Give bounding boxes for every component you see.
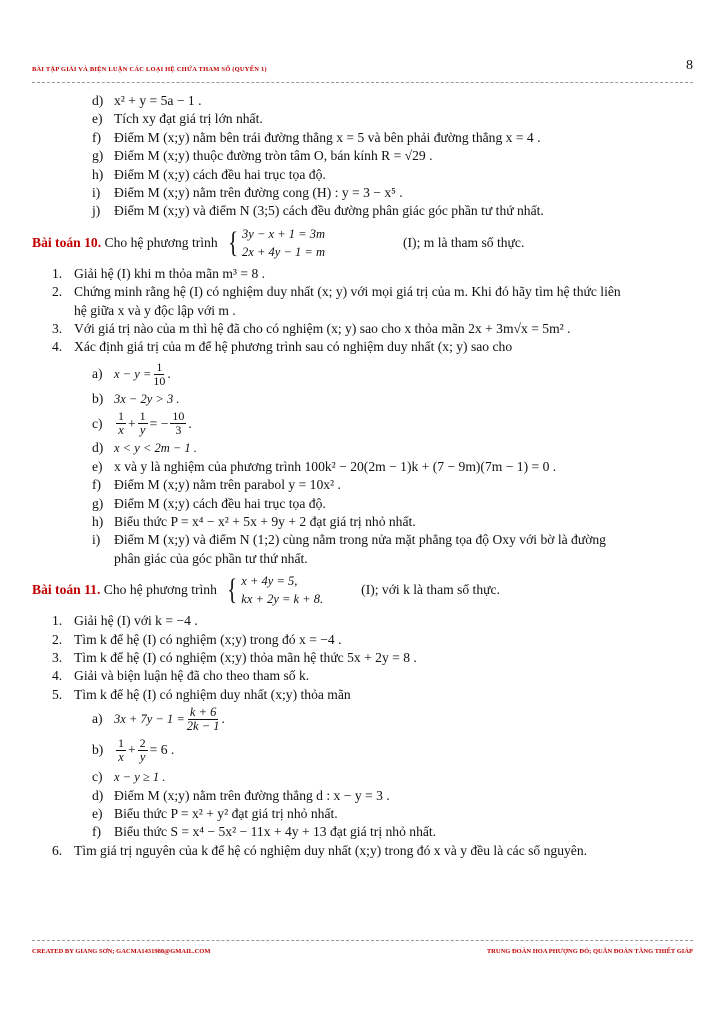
document-body [32, 92, 693, 860]
list-item: b) 3x − 2y > 3 . [92, 390, 180, 406]
list-item: 3. Tìm k để hệ (I) có nghiệm (x;y) thỏa mãn hệ thức 5x + 2y = 8 . [52, 649, 417, 665]
list-item: f) Biểu thức S = x⁴ − 5x² − 11x + 4y + 13 đạt giá trị nhỏ nhất. [92, 824, 437, 840]
list-item: hệ giữa x và y độc lập với m . [74, 302, 236, 318]
list-item: e) x và y là nghiệm của phương trình 100k² − 20(2m − 1)k + (7 − 9m)(7m − 1) = 0 . [92, 458, 557, 474]
list-item: 3. Với giá trị nào của m thì hệ đã cho có nghiệm (x; y) sao cho x thỏa mãn 2x + 3m√x = 5m² . [52, 321, 571, 337]
list-item: c) 1 x + $\frac{1}{y}$ = − $\frac{10}{3}$ . [92, 409, 192, 438]
list-item: 2. Tìm k để hệ (I) có nghiệm (x;y) trong đó x = −4 . [52, 631, 342, 647]
list-item: 1. Giải hệ (I) khi m thỏa mãn m³ = 8 . [52, 265, 266, 281]
footer-author: CREATED BY GIANG SƠN; GACMA1431988@GMAIL.COM [32, 948, 211, 955]
list-item: phân giác của góc phần tư thứ nhất. [114, 550, 308, 566]
list-item: f) Điểm M (x;y) nằm bên trái đường thẳng x = 5 và bên phải đường thẳng x = 4 . [92, 129, 541, 145]
page-header [32, 58, 693, 78]
list-item: d) x < y < 2m − 1 . [92, 440, 197, 456]
list-item: i) Điểm M (x;y) nằm trên đường cong (H) : y = 3 − x⁵ . [92, 185, 403, 201]
list-item: 4. Xác định giá trị của m để hệ phương trình sau có nghiệm duy nhất (x; y) sao cho [52, 339, 513, 355]
list-item: e) Tích xy đạt giá trị lớn nhất. [92, 111, 263, 127]
list-item: f) Điểm M (x;y) nằm trên parabol y = 10x² . [92, 477, 341, 493]
list-item: d) x² + y = 5a − 1 . [92, 93, 202, 108]
list-item: g) Điểm M (x;y) thuộc đường tròn tâm O, bán kính R = √29 . [92, 148, 433, 164]
header-rule [32, 82, 693, 83]
header-title: BÀI TẬP GIẢI VÀ BIỆN LUẬN CÁC LOẠI HỆ CHỨA THAM SỐ (QUYỂN 1) [32, 66, 267, 73]
problem-title: Bài toán 11. [32, 581, 101, 597]
list-item: 2. Chứng minh rằng hệ (I) có nghiệm duy nhất (x; y) với mọi giá trị của m. Khi đó hãy tìm hệ thức liên [52, 284, 621, 300]
list-item: j) Điểm M (x;y) và điểm N (3;5) cách đều đường phân giác góc phần tư thứ nhất. [92, 203, 544, 219]
list-item: b) 1 x + $\frac{2}{y}$ = 6 . [92, 736, 175, 765]
list-item: a) 3x + 7y − 1 = $\frac{k + 6}{2k - 1}$ . [92, 705, 225, 734]
footer-rule [32, 940, 693, 941]
list-item: 5. Tìm k để hệ (I) có nghiệm duy nhất (x;y) thỏa mãn [52, 686, 351, 702]
equation-system: { 3y − x + 1 = 3m 2x + 4y − 1 = m [227, 225, 325, 259]
list-item: e) Biểu thức P = x² + y² đạt giá trị nhỏ nhất. [92, 805, 338, 821]
list-item: d) Điểm M (x;y) nằm trên đường thẳng d : x − y = 3 . [92, 787, 390, 803]
list-item: 1. Giải hệ (I) với k = −4 . [52, 613, 198, 629]
list-item: i) Điểm M (x;y) và điểm N (1;2) cùng nằm trong nửa mặt phẳng tọa độ Oxy với bờ là đường [92, 532, 606, 548]
list-item: g) Điểm M (x;y) cách đều hai trục tọa độ. [92, 495, 326, 511]
problem-10-heading: Bài toán 10. Cho hệ phương trình { 3y − x + 1 = 3m 2x + 4y − 1 = m (I); m là tham số thực. [32, 225, 525, 259]
problem-title: Bài toán 10. [32, 234, 102, 250]
problem-11-heading: Bài toán 11. Cho hệ phương trình { x + 4y = 5, kx + 2y = k + 8. (I); với k là tham số thực. [32, 573, 500, 607]
list-item: a) x − y = $\frac{1}{10}$ . [92, 359, 171, 388]
footer-unit: TRUNG ĐOÀN HOA PHƯỢNG ĐỎ; QUÂN ĐOÀN TĂNG THIẾT GIÁP [486, 948, 693, 955]
list-item: c) x − y ≥ 1 . [92, 769, 166, 785]
list-item: h) Biểu thức P = x⁴ − x² + 5x + 9y + 2 đạt giá trị nhỏ nhất. [92, 513, 416, 529]
page-number: 8 [686, 58, 693, 73]
list-item: h) Điểm M (x;y) cách đều hai trục tọa độ. [92, 166, 326, 182]
list-item: 4. Giải và biện luận hệ đã cho theo tham số k. [52, 668, 310, 684]
list-item: 6. Tìm giá trị nguyên của k để hệ có nghiệm duy nhất (x;y) trong đó x và y đều là các số nguyên. [52, 842, 588, 858]
equation-system: { x + 4y = 5, kx + 2y = k + 8. [227, 573, 324, 607]
